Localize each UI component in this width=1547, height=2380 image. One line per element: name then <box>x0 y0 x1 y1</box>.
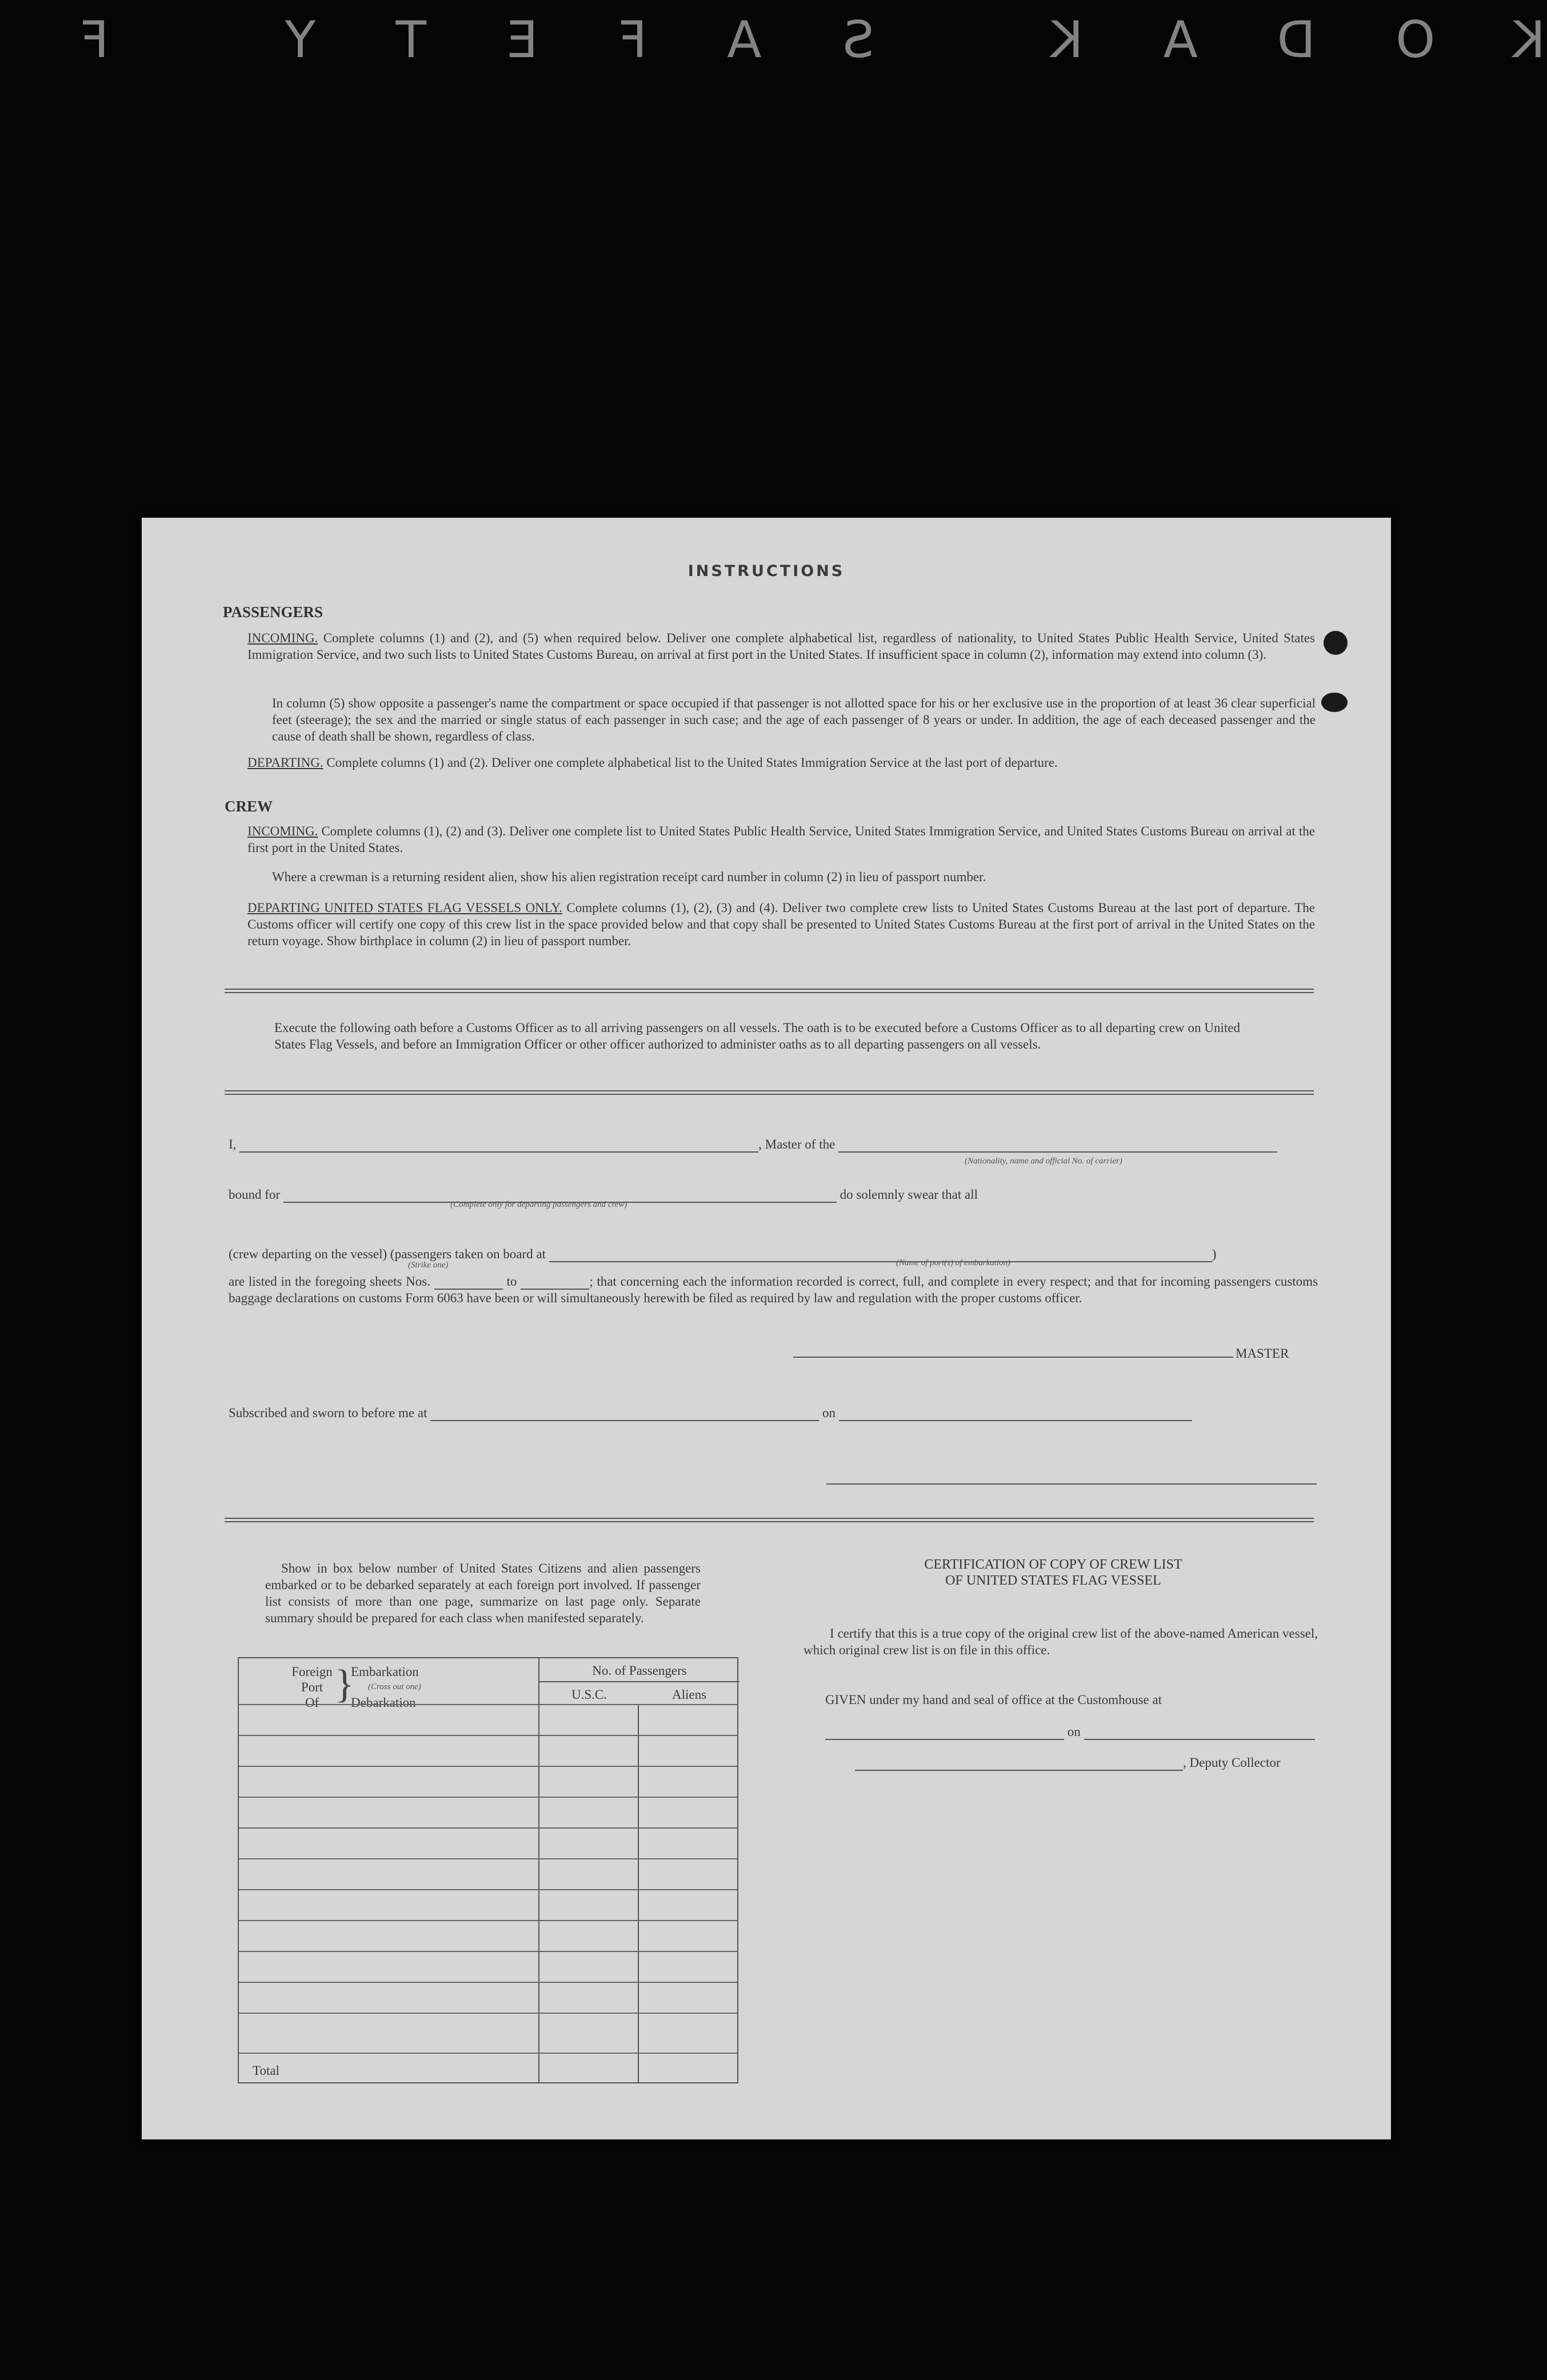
passenger-summary-table <box>238 1657 738 2083</box>
subscribed-label: Subscribed and sworn to before me at <box>229 1406 427 1420</box>
oath-listed-suffix: ; that concerning each the information recorded is correct, full, and complete in every respect; and that for incoming passengers customs baggage declarations on customs Form 6063 have been or will simultaneously herewith be filed as required by law and regulation with the proper customs officer. <box>229 1274 1318 1305</box>
section-divider <box>225 1518 1314 1522</box>
sworn-location-field[interactable] <box>430 1420 819 1421</box>
certification-heading-line-1: CERTIFICATION OF COPY OF CREW LIST <box>924 1557 1182 1572</box>
sheet-from-field[interactable] <box>434 1289 503 1290</box>
deputy-collector-line <box>855 1754 1319 1771</box>
crew-departing-text: Complete columns (1), (2), (3) and (4). Deliver two complete crew lists to United States Customs Bureau at the last port of departure. The Customs officer will certify one copy of this crew list in the space provided below and that copy shall be presented to United States Customs Bureau at the first port of arrival in the United States on the return voyage. Show birthplace in column (2) in lieu of passport number. <box>247 901 1316 948</box>
crew-incoming-paragraph <box>247 823 1315 856</box>
crew-heading: CREW <box>225 798 273 815</box>
close-paren: ) <box>1212 1247 1217 1261</box>
certification-heading-line-2: OF UNITED STATES FLAG VESSEL <box>945 1573 1161 1588</box>
oath-master-line <box>229 1136 1319 1153</box>
customhouse-field[interactable] <box>825 1739 1064 1740</box>
passengers-incoming-text: Complete columns (1) and (2), and (5) when required below. Deliver one complete alphabetical list, regardless of nationality, to United States Public Health Service, United States Immigration Service, and two such lists to United States Customs Bureau, on arrival at first port in the United States. If insufficient space in column (2), information may extend into column (3). <box>247 631 1315 662</box>
sheet-to-field[interactable] <box>521 1289 589 1290</box>
brace-icon: } <box>335 1662 354 1706</box>
punch-hole-mark <box>1321 693 1348 712</box>
complete-only-caption: (Complete only for departing passengers and crew) <box>450 1200 627 1209</box>
port-column <box>239 1658 539 2082</box>
port-label: Port <box>301 1680 323 1694</box>
passengers-column5-paragraph: In column (5) show opposite a passenger's name the compartment or space occupied if that passenger is not allotted space for his or her exclusive use in the proportion of at least 36 clear superficial feet (steerage); the sex and the married or single status of each passenger in such case; and the age of each passenger of 8 years or under. In addition, the age of each deceased passenger and the cause of death shall be shown, regardless of class. <box>272 696 1316 743</box>
deputy-collector-signature[interactable] <box>855 1770 1183 1771</box>
certification-given: GIVEN under my hand and seal of office at the Customhouse at <box>825 1693 1162 1707</box>
master-name-field[interactable] <box>239 1151 758 1153</box>
punch-hole-mark <box>1324 631 1348 655</box>
oath-instruction: Execute the following oath before a Customs Officer as to all arriving passengers on all vessels. The oath is to be executed before a Customs Officer as to all departing crew on United States Flag Vessels, and before an Immigration Officer or other officer authorized to administer oaths as to all departing passengers on all vessels. <box>274 1021 1240 1051</box>
carrier-field[interactable] <box>838 1151 1277 1153</box>
certification-heading <box>788 1557 1319 1589</box>
oath-bound-line <box>229 1186 1319 1203</box>
subscribed-line <box>229 1405 1319 1421</box>
table-row[interactable] <box>239 1797 737 1798</box>
crew-departing-label: DEPARTING UNITED STATES FLAG VESSELS ONLY. <box>247 901 562 915</box>
oath-bound-for-label: bound for <box>229 1187 281 1202</box>
summary-instruction: Show in box below number of United States Citizens and alien passengers embarked or to be debarked separately at each foreign port involved. If passenger list consists of more than one page, summarize on last page only. Separate summary should be prepared for each class when manifested separately. <box>265 1561 701 1625</box>
oath-master-of-label: , Master of the <box>758 1137 836 1151</box>
master-signature-line[interactable] <box>793 1357 1233 1358</box>
certification-on-label: on <box>1067 1725 1081 1739</box>
table-row[interactable] <box>239 1827 737 1829</box>
oath-crew-departing-label: (crew departing on the vessel) (passengers taken on board at <box>229 1247 546 1261</box>
table-row[interactable] <box>239 1858 737 1859</box>
crew-departing-paragraph <box>247 899 1315 949</box>
officer-signature-line[interactable] <box>826 1483 1317 1485</box>
section-divider <box>225 989 1314 993</box>
table-row[interactable] <box>239 1889 737 1890</box>
table-row[interactable] <box>239 1704 737 1705</box>
aliens-header: Aliens <box>671 1687 707 1702</box>
crew-resident-paragraph: Where a crewman is a returning resident alien, show his alien registration receipt card number in column (2) in lieu of passport number. <box>272 870 986 884</box>
passengers-incoming-label: INCOMING. <box>247 631 318 645</box>
nationality-caption: (Nationality, name and official No. of carrier) <box>965 1157 1122 1166</box>
cross-out-label: (Cross out one) <box>368 1682 421 1691</box>
foreign-label: Foreign <box>291 1665 333 1679</box>
table-row[interactable] <box>239 1766 737 1767</box>
passengers-heading: PASSENGERS <box>223 603 323 621</box>
oath-swear-label: do solemnly swear that all <box>840 1187 978 1202</box>
table-row[interactable] <box>239 1920 737 1921</box>
debarkation-label: Debarkation <box>351 1695 416 1710</box>
passengers-departing-paragraph <box>247 754 1315 771</box>
table-row[interactable] <box>239 1951 737 1952</box>
passengers-departing-text: Complete columns (1) and (2). Deliver one complete alphabetical list to the United States Immigration Service at the last port of departure. <box>326 755 1058 770</box>
usc-header: U.S.C. <box>571 1687 607 1702</box>
master-label: MASTER <box>1236 1346 1289 1361</box>
no-of-passengers-header: No. of Passengers <box>592 1663 687 1678</box>
oath-to-label: to <box>506 1274 517 1289</box>
passengers-departing-label: DEPARTING. <box>247 755 323 770</box>
strike-one-caption: (Strike one) <box>408 1261 449 1270</box>
passengers-incoming-paragraph <box>247 630 1315 663</box>
of-label: Of <box>305 1695 319 1710</box>
embark-debark-header <box>351 1664 442 1710</box>
document-page <box>142 518 1391 2139</box>
film-edge-marking: KODAK SAFETY F <box>0 10 1546 69</box>
deputy-collector-label: , Deputy Collector <box>1183 1755 1281 1770</box>
embarkation-port-field[interactable] <box>549 1261 1212 1262</box>
oath-i-label: I, <box>229 1137 237 1151</box>
table-row[interactable] <box>239 1982 737 1983</box>
port-name-caption: (Name of port(s) of embarkation) <box>896 1258 1010 1267</box>
certification-body: I certify that this is a true copy of the original crew list of the above-named American vessel, which original crew list is on file in this office. <box>804 1626 1318 1657</box>
usc-column <box>539 1704 639 2083</box>
total-label: Total <box>253 2063 279 2078</box>
certification-date-field[interactable] <box>1084 1739 1315 1740</box>
crew-incoming-text: Complete columns (1), (2) and (3). Deliver one complete list to United States Public Health Service, United States Immigration Service, and United States Customs Bureau on arrival at the first port in the United States. <box>247 824 1315 855</box>
customhouse-line <box>825 1723 1319 1740</box>
embarkation-label: Embarkation <box>351 1665 419 1679</box>
total-row[interactable] <box>239 2053 737 2054</box>
oath-listed-prefix: are listed in the foregoing sheets Nos. <box>229 1274 430 1289</box>
oath-listed-paragraph <box>229 1273 1318 1306</box>
oath-crew-line <box>229 1246 1319 1262</box>
section-divider <box>225 1090 1314 1095</box>
crew-incoming-label: INCOMING. <box>247 824 318 838</box>
subscribed-on-label: on <box>822 1406 836 1420</box>
sworn-date-field[interactable] <box>839 1420 1192 1421</box>
table-row[interactable] <box>239 1735 737 1736</box>
table-row[interactable] <box>239 2013 737 2014</box>
page-title: INSTRUCTIONS <box>687 562 845 580</box>
foreign-port-header <box>290 1664 334 1710</box>
